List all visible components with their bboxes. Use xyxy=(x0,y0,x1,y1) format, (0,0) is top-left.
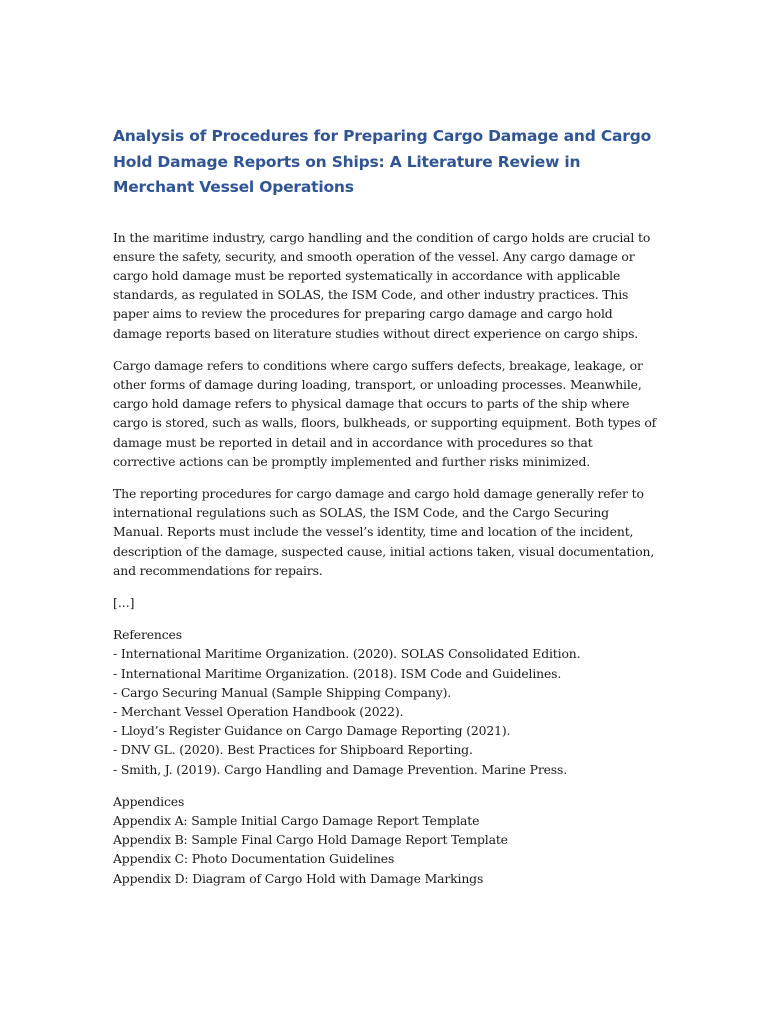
references-heading: References xyxy=(113,627,182,643)
omitted-content-ellipsis: [...] xyxy=(113,594,135,610)
reference-item: - International Maritime Organization. (2018). ISM Code and Guidelines. xyxy=(113,665,562,681)
body-paragraph-procedures: The reporting procedures for cargo damage and cargo hold damage generally refer to international regulations such as SOLAS, the ISM Code, and the Cargo Securing Manual. Reports must include the vessel’s identity, time and location of the incident, description of the damage, suspected cause, initial actions taken, visual documentation, and recommendations for repairs. xyxy=(113,485,655,578)
appendix-item: Appendix B: Sample Final Cargo Hold Damage Report Template xyxy=(113,832,508,848)
appendix-item: Appendix D: Diagram of Cargo Hold with Damage Markings xyxy=(113,870,484,886)
body-paragraph-definitions: Cargo damage refers to conditions where cargo suffers defects, breakage, leakage, or other forms of damage during loading, transport, or unloading processes. Meanwhile, cargo hold damage refers to physical damage that occurs to parts of the ship where cargo is stored, such as walls, floors, bulkheads, or supporting equipment. Both types of damage must be reported in detail and in accordance with procedures so that corrective actions can be promptly implemented and further risks minimized. xyxy=(113,357,657,469)
appendix-item: Appendix A: Sample Initial Cargo Damage Report Template xyxy=(113,812,480,828)
body-paragraph-introduction: In the maritime industry, cargo handling and the condition of cargo holds are crucial to ensure the safety, security, and smooth operation of the vessel. Any cargo damage or cargo hold damage must be reported systematically in accordance with applicable standards, as regulated in SOLAS, the ISM Code, and other industry practices. This paper aims to review the procedures for preparing cargo damage and cargo hold damage reports based on literature studies without direct experience on cargo ships. xyxy=(113,229,651,341)
reference-item: - Cargo Securing Manual (Sample Shipping Company). xyxy=(113,684,452,700)
appendix-item: Appendix C: Photo Documentation Guidelines xyxy=(113,851,395,867)
reference-item: - International Maritime Organization. (2020). SOLAS Consolidated Edition. xyxy=(113,646,581,662)
reference-item: - Merchant Vessel Operation Handbook (2022). xyxy=(113,703,404,719)
appendices-heading: Appendices xyxy=(113,793,185,809)
references-section xyxy=(113,625,658,779)
reference-item: - DNV GL. (2020). Best Practices for Shipboard Reporting. xyxy=(113,742,473,758)
reference-item: - Smith, J. (2019). Cargo Handling and Damage Prevention. Marine Press. xyxy=(113,761,567,777)
appendices-section xyxy=(113,792,658,888)
document-title: Analysis of Procedures for Preparing Cargo Damage and Cargo Hold Damage Reports on Ships: A Literature Review in Merchant Vessel Operations xyxy=(113,127,652,196)
reference-item: - Lloyd’s Register Guidance on Cargo Damage Reporting (2021). xyxy=(113,723,511,739)
